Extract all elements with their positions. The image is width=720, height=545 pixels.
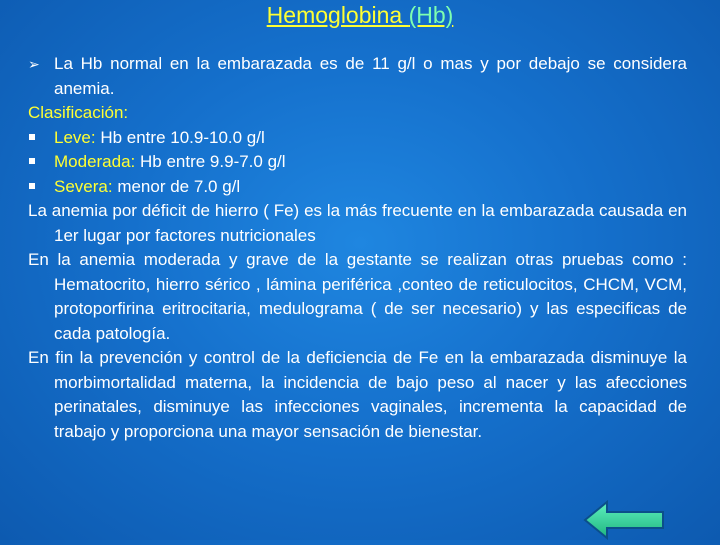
level-name: Severa:: [54, 176, 113, 196]
paragraph-pruebas: En la anemia moderada y grave de la gestante se realizan otras pruebas como : Hematocrito, hierro sérico , lámina periférica ,conteo de reticulocitos, CHCM, VCM, protoporfirina eritrocitaria, medulograma ( de ser necesario) y las especificas de cada patología.: [28, 250, 687, 343]
paragraph-anemia-hierro: La anemia por déficit de hierro ( Fe) es la más frecuente en la embarazada causada en 1er lugar por factores nutricionales: [28, 201, 687, 245]
square-bullet-icon: [28, 150, 54, 175]
level-item-moderada: [28, 150, 687, 175]
level-item-leve: [28, 126, 687, 151]
level-text: menor de 7.0 g/l: [112, 176, 241, 196]
level-name: Leve:: [54, 127, 96, 147]
title-abbr: (Hb): [408, 2, 454, 28]
back-arrow-icon: [583, 500, 665, 540]
square-bullet-icon: [28, 175, 54, 200]
intro-text: La Hb normal en la embarazada es de 11 g/l o mas y por debajo se considera anemia.: [54, 54, 687, 98]
slide-title: [0, 2, 720, 29]
level-text: Hb entre 9.9-7.0 g/l: [135, 152, 286, 171]
square-bullet-icon: [28, 126, 54, 151]
clasificacion-label: Clasificación:: [28, 103, 129, 122]
title-main: Hemoglobina: [266, 2, 409, 28]
level-item-severa: [28, 175, 687, 200]
arrow-bullet-icon: ➢: [28, 56, 40, 72]
level-text: Hb entre 10.9-10.0 g/l: [95, 127, 265, 147]
paragraph-prevencion: En fin la prevención y control de la deficiencia de Fe en la embarazada disminuye la morbimortalidad materna, la incidencia de bajo peso al nacer y las afecciones perinatales, disminuye las infecciones vaginales, incrementa la capacidad de trabajo y proporciona una mayor sensación de bienestar.: [28, 348, 687, 441]
level-name: Moderada:: [54, 152, 136, 171]
intro-bullet: [28, 52, 687, 101]
slide-content: [28, 52, 687, 444]
back-button[interactable]: [583, 500, 665, 540]
